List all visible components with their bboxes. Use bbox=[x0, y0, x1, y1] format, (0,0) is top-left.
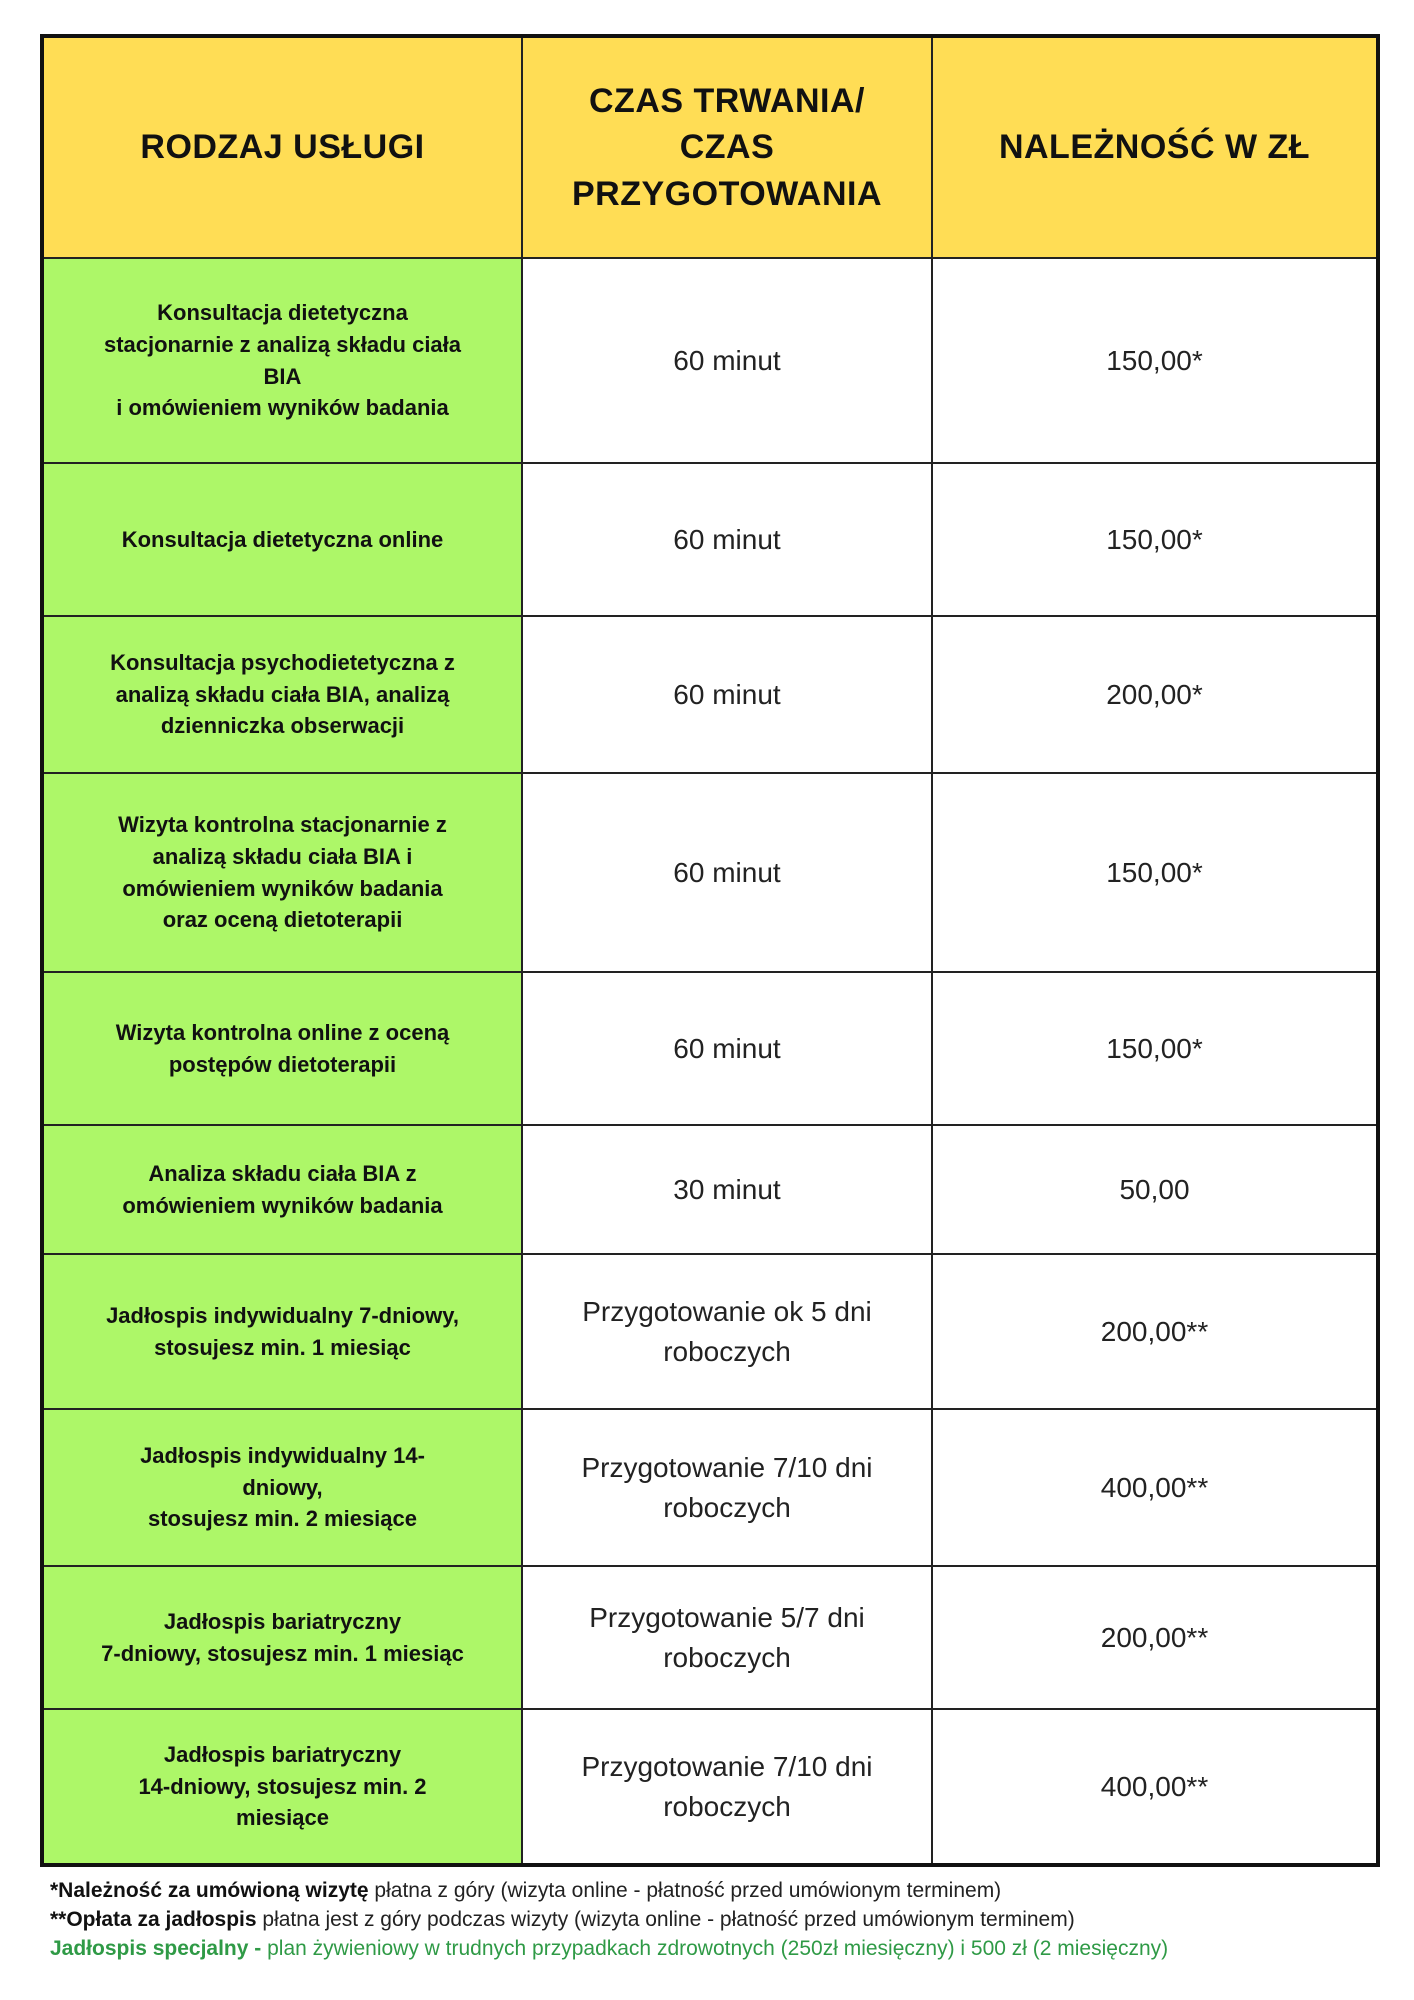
table-row bbox=[42, 258, 1378, 463]
price-cell: 400,00** bbox=[932, 1709, 1378, 1865]
price-cell: 150,00* bbox=[932, 258, 1378, 463]
header-price: NALEŻNOŚĆ W ZŁ bbox=[932, 36, 1378, 258]
footnote-visit-text: płatna z góry (wizyta online - płatność przed umówionym terminem) bbox=[368, 1879, 1002, 1902]
footnote-special-text: plan żywieniowy w trudnych przypadkach zdrowotnych (250zł miesięczny) i 500 zł (2 miesięczny) bbox=[267, 1937, 1169, 1960]
footnote-special-diet bbox=[50, 1934, 1390, 1963]
table-body bbox=[42, 258, 1378, 1865]
duration-cell: 60 minut bbox=[522, 258, 932, 463]
service-cell: Jadłospis indywidualny 14- dniowy, stosujesz min. 2 miesiące bbox=[42, 1409, 522, 1566]
price-cell: 150,00* bbox=[932, 773, 1378, 972]
duration-cell: 30 minut bbox=[522, 1125, 932, 1254]
service-cell: Wizyta kontrolna stacjonarnie z analizą składu ciała BIA i omówieniem wyników badania oraz oceną dietoterapii bbox=[42, 773, 522, 972]
duration-cell: 60 minut bbox=[522, 773, 932, 972]
header-duration: CZAS TRWANIA/ CZAS PRZYGOTOWANIA bbox=[522, 36, 932, 258]
table-row bbox=[42, 773, 1378, 972]
service-cell: Konsultacja psychodietetyczna z analizą składu ciała BIA, analizą dzienniczka obserwacji bbox=[42, 616, 522, 773]
table-row bbox=[42, 1254, 1378, 1409]
header-service: RODZAJ USŁUGI bbox=[42, 36, 522, 258]
price-cell: 150,00* bbox=[932, 463, 1378, 616]
table-row bbox=[42, 1709, 1378, 1865]
table-row bbox=[42, 616, 1378, 773]
footnote-visit-label: *Należność za umówioną wizytę bbox=[50, 1879, 369, 1902]
duration-cell: Przygotowanie 7/10 dni roboczych bbox=[522, 1709, 932, 1865]
price-table bbox=[40, 34, 1380, 1867]
table-row bbox=[42, 972, 1378, 1125]
duration-cell: 60 minut bbox=[522, 972, 932, 1125]
service-cell: Konsultacja dietetyczna stacjonarnie z analizą składu ciała BIA i omówieniem wyników badania bbox=[42, 258, 522, 463]
price-cell: 400,00** bbox=[932, 1409, 1378, 1566]
table-row bbox=[42, 1125, 1378, 1254]
duration-cell: 60 minut bbox=[522, 616, 932, 773]
duration-cell: Przygotowanie ok 5 dni roboczych bbox=[522, 1254, 932, 1409]
service-cell: Jadłospis bariatryczny 14-dniowy, stosujesz min. 2 miesiące bbox=[42, 1709, 522, 1865]
footnote-diet-label: **Opłata za jadłospis bbox=[50, 1908, 257, 1931]
table-row bbox=[42, 1409, 1378, 1566]
footnote-diet-payment bbox=[50, 1905, 1390, 1934]
duration-cell: Przygotowanie 7/10 dni roboczych bbox=[522, 1409, 932, 1566]
service-cell: Jadłospis bariatryczny 7-dniowy, stosujesz min. 1 miesiąc bbox=[42, 1566, 522, 1709]
duration-cell: Przygotowanie 5/7 dni roboczych bbox=[522, 1566, 932, 1709]
service-cell: Wizyta kontrolna online z oceną postępów dietoterapii bbox=[42, 972, 522, 1125]
price-cell: 200,00* bbox=[932, 616, 1378, 773]
footnote-special-label: Jadłospis specjalny - bbox=[50, 1937, 268, 1960]
table-header bbox=[42, 36, 1378, 258]
footnotes bbox=[50, 1876, 1390, 1963]
duration-cell: 60 minut bbox=[522, 463, 932, 616]
footnote-diet-text: płatna jest z góry podczas wizyty (wizyta online - płatność przed umówionym terminem) bbox=[256, 1908, 1075, 1931]
table-row bbox=[42, 1566, 1378, 1709]
service-cell: Analiza składu ciała BIA z omówieniem wyników badania bbox=[42, 1125, 522, 1254]
price-cell: 50,00 bbox=[932, 1125, 1378, 1254]
service-cell: Jadłospis indywidualny 7-dniowy, stosujesz min. 1 miesiąc bbox=[42, 1254, 522, 1409]
price-cell: 200,00** bbox=[932, 1254, 1378, 1409]
footnote-visit-payment bbox=[50, 1876, 1390, 1905]
price-cell: 200,00** bbox=[932, 1566, 1378, 1709]
service-cell: Konsultacja dietetyczna online bbox=[42, 463, 522, 616]
price-cell: 150,00* bbox=[932, 972, 1378, 1125]
header-row bbox=[42, 36, 1378, 258]
table-row bbox=[42, 463, 1378, 616]
